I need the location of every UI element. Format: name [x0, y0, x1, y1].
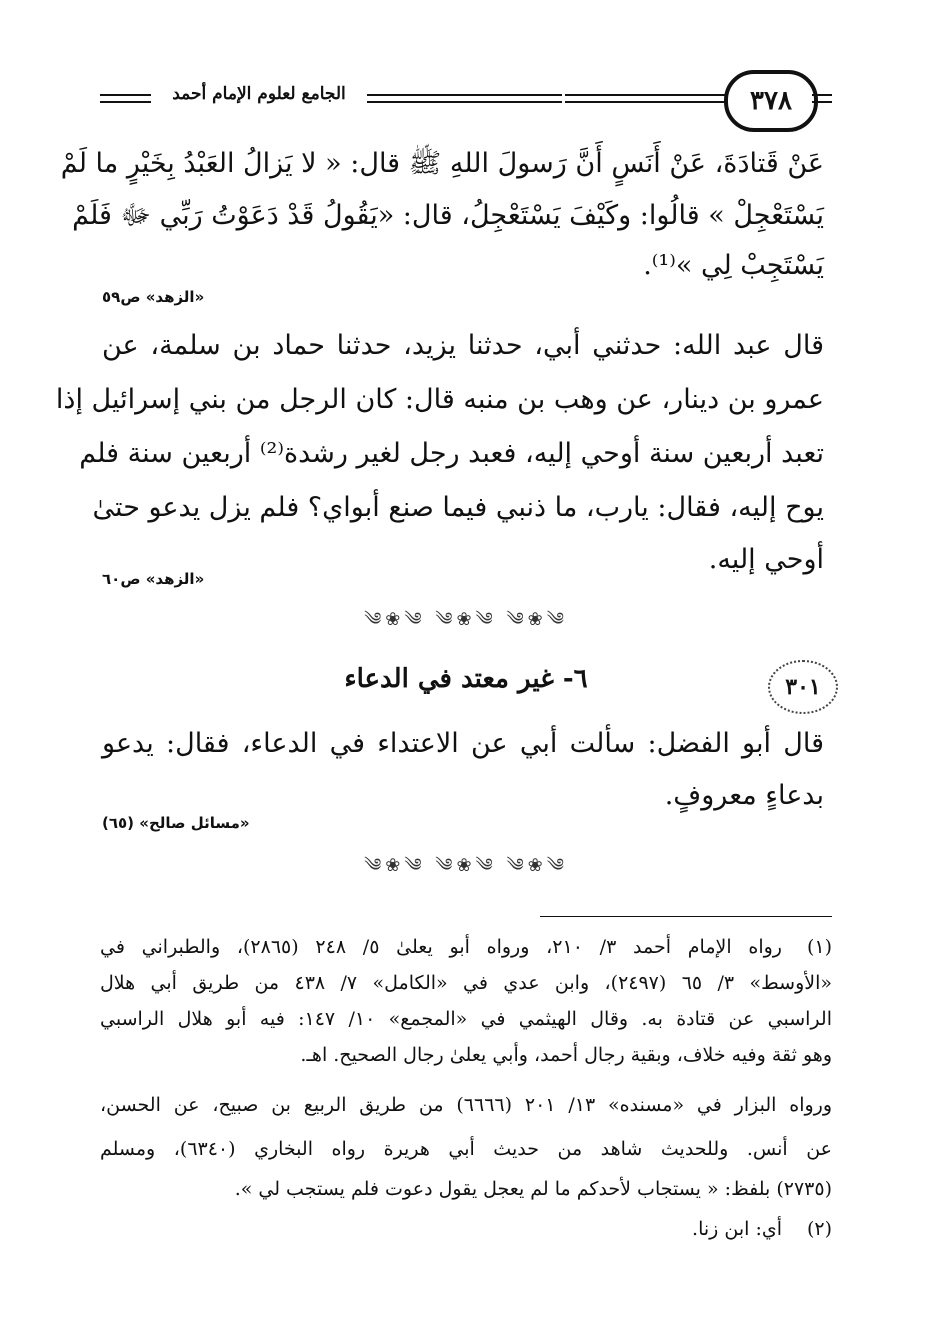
source-citation: «الزهد» ص٦٠	[102, 570, 205, 588]
paragraph-line: أوحي إليه.	[708, 544, 824, 575]
section-number: ٣٠١	[785, 674, 821, 700]
footnote-marker: (١)	[806, 936, 832, 958]
paragraph-line: قال عبد الله: حدثني أبي، حدثنا يزيد، حدثنا حماد بن سلمة، عن	[102, 330, 824, 361]
paragraph-line: يَسْتَعْجِلْ » قالُوا: وكَيْفَ يَسْتَعْجِلُ، قال: «يَقُولُ قَدْ دَعَوْتُ رَبِّي ﷻ فَلَمْ	[72, 200, 824, 231]
section-heading: ٦- غير معتد في الدعاء	[344, 664, 588, 694]
ornament-divider: ༄❀༄ ༄❀༄ ༄❀༄	[364, 855, 568, 876]
footnote-separator	[540, 916, 832, 917]
page-number: ٣٧٨	[750, 86, 792, 116]
footnote-line: عن أنس. وللحديث شاهد من حديث أبي هريرة رواه البخاري (٦٣٤٠)، ومسلم	[100, 1138, 832, 1160]
running-title: الجامع لعلوم الإمام أحمد	[151, 84, 367, 104]
footnote-line: ورواه البزار في «مسنده» ١٣/ ٢٠١ (٦٦٦٦) من طريق الربيع بن صبيح، عن الحسن،	[100, 1094, 833, 1116]
paragraph-line: عمرو بن دينار، عن وهب بن منبه قال: كان الرجل من بني إسرائيل إذا	[55, 384, 824, 415]
source-citation: «مسائل صالح» (٦٥)	[102, 814, 250, 832]
footnote-marker: (٢)	[806, 1218, 832, 1240]
paragraph-line: بدعاءٍ معروفٍ.	[664, 780, 824, 811]
footnote-line: وهو ثقة وفيه خلاف، وبقية رجال أحمد، وأبي يعلىٰ رجال الصحيح. اهـ.	[300, 1044, 832, 1066]
ornament-divider: ༄❀༄ ༄❀༄ ༄❀༄	[364, 609, 568, 630]
footnote-line: «الأوسط» ٣/ ٦٥ (٢٤٩٧)، وابن عدي في «الكامل» ٧/ ٤٣٨ من طريق أبي هلال	[100, 972, 833, 994]
source-citation: «الزهد» ص٥٩	[102, 288, 205, 306]
header-rule-far-right-top	[812, 94, 832, 96]
footnote-line: أي: ابن زنا.	[692, 1218, 782, 1240]
footnote-line: رواه الإمام أحمد ٣/ ٢١٠، ورواه أبو يعلىٰ ٥/ ٢٤٨ (٢٨٦٥)، والطبراني في	[100, 936, 782, 958]
footnote-line: الراسبي عن قتادة به. وقال الهيثمي في «المجمع» ١٠/ ١٤٧: فيه أبو هلال الراسبي	[100, 1008, 832, 1030]
paragraph-line: قال أبو الفضل: سألت أبي عن الاعتداء في الدعاء، فقال: يدعو	[102, 728, 824, 759]
header-rule-far-right-bottom	[812, 101, 832, 103]
page-number-badge	[724, 70, 818, 132]
paragraph-line: تعبد أربعين سنة أوحي إليه، فعبد رجل لغير رشدة⁽²⁾ أربعين سنة فلم	[79, 438, 824, 469]
paragraph-line: عَنْ قَتادَةَ، عَنْ أَنَسٍ أَنَّ رَسولَ اللهِ ﷺ قال: « لا يَزالُ العَبْدُ بِخَيْرٍ ما لَمْ	[60, 148, 824, 179]
footnote-line: (٢٧٣٥) بلفظ: « يستجاب لأحدكم ما لم يعجل يقول دعوت فلم يستجب لي ».	[234, 1178, 832, 1200]
paragraph-line: يوح إليه، فقال: يارب، ما ذنبي فيما صنع أبواي؟ فلم يزل يدعو حتىٰ	[92, 492, 824, 523]
paragraph-line: يَسْتَجِبْ لِي »⁽¹⁾.	[643, 250, 824, 281]
